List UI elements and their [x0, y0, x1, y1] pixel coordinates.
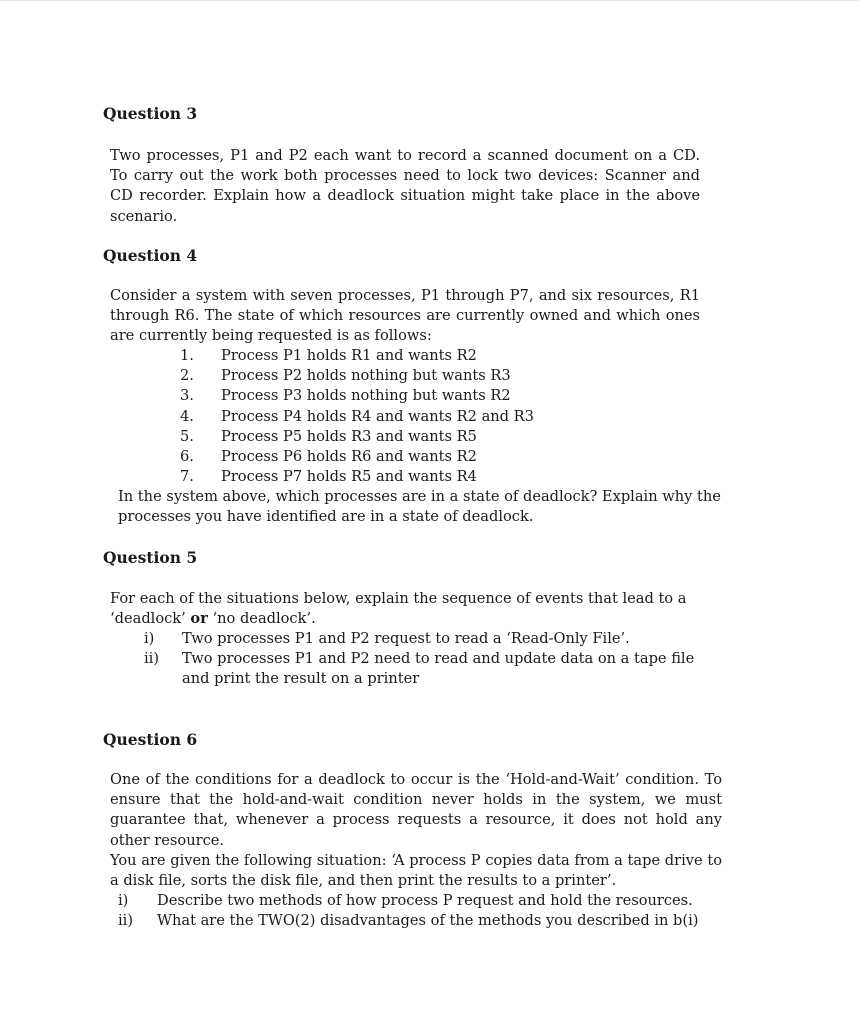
item-number: 7. [180, 468, 194, 486]
list-item [180, 447, 534, 467]
question-6-body-1: One of the conditions for a deadlock to occur is the ‘Hold-and-Wait’ condition. To ensure that the hold-and-wait condition never holds in the system, we must guarantee that, whenever a process requests a resource, it does not hold any other resource. [110, 771, 722, 849]
intro-text-end: ‘no deadlock’. [207, 610, 316, 628]
list-item [180, 467, 534, 487]
item-number: 3. [180, 387, 194, 405]
item-text: Process P7 holds R5 and wants R4 [221, 468, 477, 486]
list-item [144, 649, 724, 689]
question-4-outro: In the system above, which processes are in a state of deadlock? Explain why the processes you have identified are in a state of deadlock. [118, 488, 721, 526]
item-text: Describe two methods of how process P request and hold the resources. [157, 892, 693, 909]
question-4-process-list [180, 346, 534, 487]
intro-or: or [190, 610, 208, 628]
list-item [118, 891, 738, 911]
item-number: 6. [180, 448, 194, 466]
question-4-title: Question 4 [103, 246, 198, 265]
item-text: Two processes P1 and P2 need to read and update data on a tape file and print the result on a printer [182, 650, 695, 688]
item-number: 4. [180, 407, 194, 425]
list-item [180, 427, 534, 447]
item-text: Two processes P1 and P2 request to read a ‘Read-Only File’. [182, 630, 630, 647]
question-6-title: Question 6 [103, 730, 198, 749]
item-number: ii) [118, 912, 134, 930]
question-5-situation-list [144, 629, 724, 690]
question-6-body-2: You are given the following situation: ‘A process P copies data from a tape drive to a disk file, sorts the disk file, and then print the results to a printer’. [110, 852, 722, 890]
question-4-intro: Consider a system with seven processes, P1 through P7, and six resources, R1 through R6. The state of which resources are currently owned and which ones are currently being requested is as follows: [110, 287, 700, 345]
list-item [180, 366, 534, 386]
item-number: 5. [180, 427, 194, 445]
item-text: Process P1 holds R1 and wants R2 [221, 347, 477, 364]
item-text: Process P6 holds R6 and wants R2 [221, 448, 477, 466]
item-number: 2. [180, 367, 194, 385]
item-text: Process P3 holds nothing but wants R2 [221, 387, 511, 405]
item-text: What are the TWO(2) disadvantages of the methods you described in b(i) [157, 912, 699, 930]
question-3-title: Question 3 [103, 104, 198, 123]
intro-text: For each of the situations below, explain the sequence of events that lead to a ‘deadlock’ [110, 590, 687, 628]
question-5-title: Question 5 [103, 548, 198, 567]
item-number: i) [118, 892, 129, 909]
item-number: 1. [180, 347, 194, 364]
question-3-body: Two processes, P1 and P2 each want to record a scanned document on a CD. To carry out the work both processes need to lock two devices: Scanner and CD recorder. Explain how a deadlock situation might take place in the above scenario. [110, 147, 700, 225]
list-item [118, 911, 738, 931]
list-item [180, 386, 534, 406]
list-item [180, 346, 534, 366]
item-text: Process P5 holds R3 and wants R5 [221, 427, 477, 445]
question-5-intro [110, 589, 700, 629]
question-6-task-list [118, 891, 738, 931]
list-item [144, 629, 724, 649]
list-item [180, 407, 534, 427]
item-number: i) [144, 630, 155, 647]
item-text: Process P4 holds R4 and wants R2 and R3 [221, 407, 534, 425]
item-number: ii) [144, 650, 160, 668]
item-text: Process P2 holds nothing but wants R3 [221, 367, 511, 385]
